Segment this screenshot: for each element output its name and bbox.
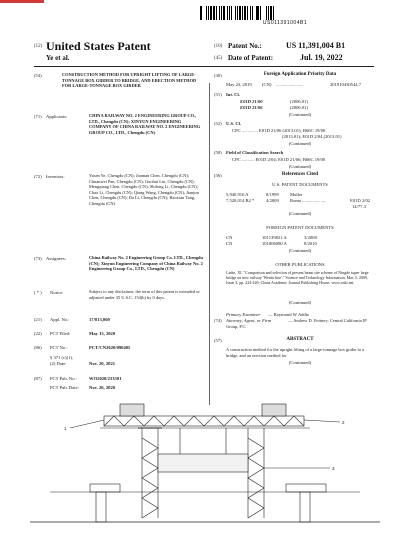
pct-no-label: PCT No.: (50, 345, 68, 350)
foreign-country-1: CN (226, 235, 233, 240)
notice-text: Subject to any disclaimer, the term of this patent is extended or adjusted under 35 U.S.C. 154(b) by 0 days. (89, 289, 200, 300)
ref-date-1: 8/1999 (266, 192, 279, 197)
ref-date-2: 4/2009 (266, 198, 279, 203)
foreign-country-2: CN (226, 241, 233, 246)
inventors-code: (72) (34, 174, 42, 179)
ref-class-2: E01D 2/02 (350, 198, 371, 203)
int-cl-label: Int. Cl. (226, 92, 240, 97)
header-rule (34, 66, 374, 67)
field-search-label: Field of Classification Search (226, 150, 284, 155)
ref-class-3: 14/77.3 (352, 204, 366, 209)
foreign-priority-title: Foreign Application Priority Data (263, 72, 337, 77)
patent-no-label: Patent No.: (228, 42, 262, 50)
us-cl-line-1: CPC .............. E01D 21/06 (2013.01); B66C 19/00 (232, 128, 326, 133)
examiner-name: — Raymond W Addie (268, 312, 310, 317)
box-girder (158, 454, 248, 472)
appl-no: 17/813,060 (89, 317, 110, 322)
attorney-label: Attorney, Agent, or Firm (226, 318, 272, 323)
foreign-priority-code: (30) (214, 73, 222, 78)
pct-pub-date: Nov. 26, 2020 (89, 385, 116, 390)
priority-country: (CN) (262, 82, 272, 87)
barcode-number: US011391004B1 (262, 20, 308, 26)
assignees: China Railway No. 2 Engineering Group Co. LTD., Chengdu (CN); Xinyun Engineering Company of China Railway No. 2 Engineering Group Co., LTD., Chengdu (CN) (89, 255, 203, 272)
us-cl-line-2: (2013.01); E01D 2/04 (2013.01) (282, 134, 342, 139)
field-search-line: CPC ........... E01D 2/04; E01D 21/06; B66C 19/00 (232, 157, 326, 162)
us-patent-docs-title: U.S. PATENT DOCUMENTS (272, 182, 328, 187)
priority-dots: ........................ (276, 82, 304, 87)
truss-diagonals (104, 416, 304, 426)
barcode-bar (274, 6, 277, 20)
page-corner-mark (0, 0, 44, 3)
drawing-ref-3: 3 (332, 466, 335, 471)
other-pubs-continued: (Continued) (288, 300, 312, 305)
appl-no-code: (21) (34, 317, 42, 322)
left-tower (138, 428, 162, 518)
s371-date-label: (2) Date: (50, 361, 67, 366)
int-cl-year-1: (2006.01) (290, 99, 308, 104)
refs-code: (56) (214, 173, 222, 178)
pct-filed-label: PCT Filed: (50, 331, 71, 336)
patent-title: CONSTRUCTION METHOD FOR UPRIGHT LIFTING OF LARGE-TONNAGE BOX GIRDER TO BRIDGE, AND ERECTION METHOD FOR LARGE-TONNAGE BOX GIRDER (62, 72, 197, 89)
applicants-label: Applicants: (46, 114, 68, 119)
column-divider (209, 83, 210, 405)
foreign-num-1: 101139821 A (262, 235, 287, 240)
doc-type-code: (12) (34, 44, 43, 49)
appl-no-label: Appl. No.: (50, 317, 70, 322)
right-tower (248, 428, 264, 518)
int-cl-year-2: (2006.01) (290, 105, 308, 110)
abstract-continued: (Continued) (288, 360, 312, 365)
int-cl-class-2: E01D 21/06 (240, 105, 263, 110)
patent-no-code: (10) (214, 44, 223, 49)
girder-right-span (286, 484, 326, 492)
notice-code: ( * ) (34, 290, 42, 295)
field-search-code: (58) (214, 150, 222, 155)
drawing-ref-2: 2 (342, 420, 345, 425)
gantry-truss (104, 416, 304, 426)
int-cl-continued: (Continued) (288, 112, 312, 117)
refs-continued: (Continued) (288, 211, 312, 216)
trolley-left (120, 404, 144, 416)
foreign-docs-title: FOREIGN PATENT DOCUMENTS (266, 225, 334, 230)
ref-name-1: Muller (290, 192, 303, 197)
foreign-docs-continued: (Continued) (288, 248, 312, 253)
girder-left-span (90, 484, 120, 492)
attorney-code: (74) (214, 318, 222, 323)
notice-label: Notice: (50, 290, 64, 295)
ref-num-1: 5,940,916 A (226, 192, 249, 197)
abstract-text: A construction method for the upright lifting of a large-tonnage box girder to a bridge, and an erection method for (226, 347, 365, 358)
pier-right (300, 492, 310, 522)
us-cl-continued: (Continued) (288, 141, 312, 146)
foreign-num-2: 101806080 A (262, 241, 287, 246)
applicants: CHINA RAILWAY NO. 2 ENGINEERING GROUP CO., LTD., Chengdu (CN); XINYUN ENGINEERING COMPANY OF CHINA RAILWAY NO. 2 ENGINEERING GROUP CO., LTD., Chengdu (CN) (89, 113, 201, 135)
int-cl-class-1: E01D 21/00 (240, 99, 263, 104)
ref-name-2: Roma ..................... (290, 198, 327, 203)
pct-filed: May 15, 2020 (89, 331, 116, 336)
title-code: (54) (34, 73, 42, 78)
pct-pub-no: WO2020/233501 (89, 376, 122, 381)
doc-type: United States Patent (46, 39, 151, 53)
examiner-label: Primary Examiner (226, 312, 261, 317)
abstract-title: ABSTRACT (286, 337, 314, 342)
trolley-right (262, 404, 286, 416)
refs-title: References Cited (281, 172, 319, 177)
inventor-short: Ye et al. (46, 54, 70, 62)
us-cl-code: (52) (214, 121, 222, 126)
assignees-code: (73) (34, 256, 42, 261)
date-code: (45) (214, 56, 223, 61)
abstract-code: (57) (214, 338, 222, 343)
pct-no: PCT/CN2020/090405 (89, 345, 131, 350)
assignees-label: Assignees: (46, 256, 66, 261)
foreign-date-1: 3/2008 (304, 235, 317, 240)
s371-label: § 371 (c)(1), (50, 355, 74, 360)
foreign-date-2: 8/2010 (304, 241, 317, 246)
pct-pub-date-label: PCT Pub. Date: (50, 385, 79, 390)
inventors-label: Inventors: (46, 174, 65, 179)
patent-number: US 11,391,004 B1 (286, 41, 346, 50)
int-cl-code: (51) (214, 92, 222, 97)
other-pubs-title: OTHER PUBLICATIONS (275, 262, 325, 267)
date-of-patent: Jul. 19, 2022 (300, 53, 343, 62)
field-search-continued: (Continued) (288, 164, 312, 169)
pct-filed-code: (22) (34, 331, 42, 336)
barcode (200, 6, 370, 20)
inventors: Yusen Ye, Chengdu (CN); Jiannan Chen, Chengdu (CN); Chuanwei Pan, Chengdu (CN); Guohui Lin, Chengdu (CN); Mengqiang Chen, Chengdu (CN); Shilong Li, Chengdu (CN); Chao Li, Chengdu (CN); Qiang Wang, Chengdu (CN); Jianjun Chen, Chengdu (CN); Da Li, Chengdu (CN); Haoxian Tang, Chengdu (CN) (89, 173, 199, 206)
applicants-code: (71) (34, 114, 42, 119)
representative-drawing (30, 398, 380, 530)
ref-num-2: 7,520,014 B2 * (226, 198, 255, 203)
attorney-value: — Andrew D. Fortney; Central California IP Group, P.C. (226, 318, 367, 329)
priority-date: May 23, 2019 (226, 82, 252, 87)
other-pubs-text: Linke, XI, "Comparison and selection of present beam site scheme of Ningde super large bridge on new railway 'Wenfu line'," Science and Technology Information, Mar. 5, 2009, Issue 3, pp. 224-226; China Academic Journal Publishing House, www.cnki.net. (226, 270, 369, 286)
pct-no-code: (86) (34, 345, 42, 350)
pct-pub-no-code: (87) (34, 376, 42, 381)
drawing-ref-1: 1 (64, 426, 67, 431)
pier-left (96, 492, 106, 522)
date-label: Date of Patent: (228, 54, 274, 62)
s371-date: Nov. 20, 2021 (89, 361, 116, 366)
priority-number: 201910430544.7 (330, 82, 362, 87)
pct-pub-no-label: PCT Pub. No.: (50, 376, 77, 381)
us-cl-label: U.S. Cl. (226, 121, 242, 126)
